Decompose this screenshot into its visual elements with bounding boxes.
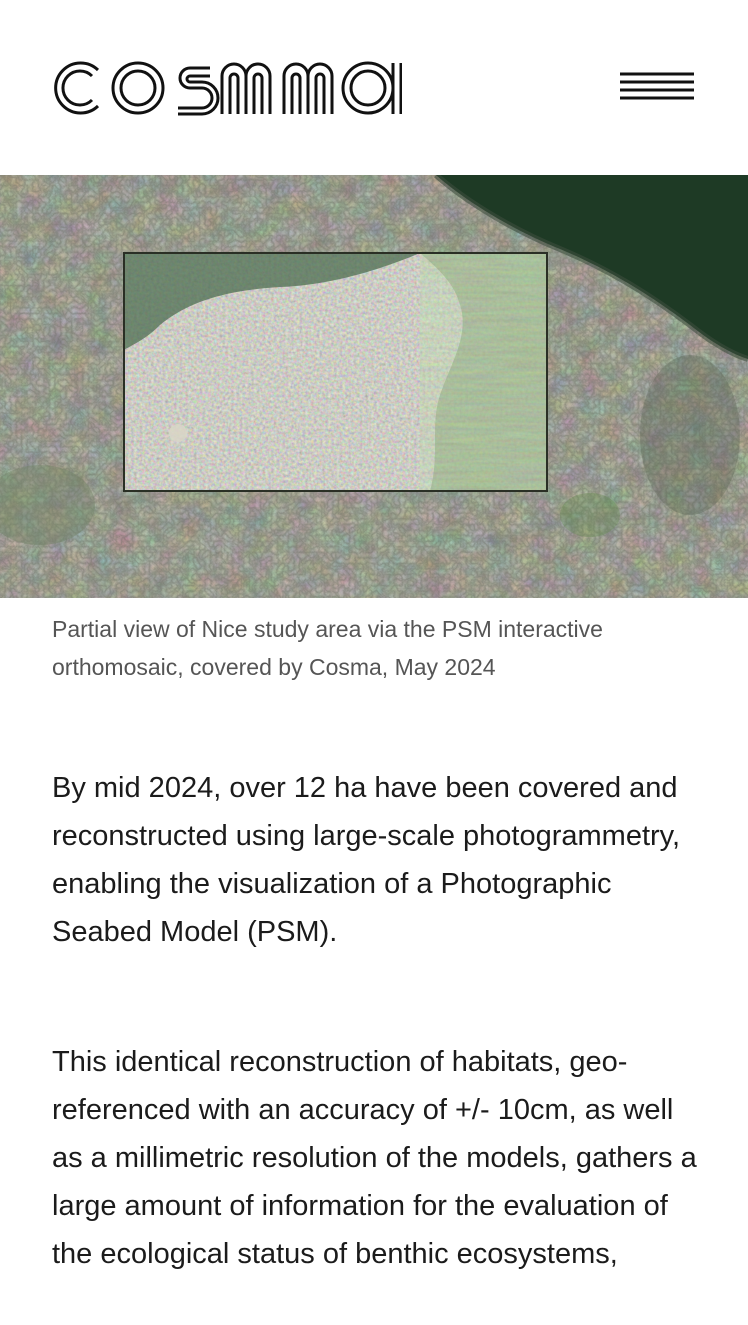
- site-header: [0, 0, 748, 175]
- logo-wordmark: [52, 54, 402, 120]
- image-caption: Partial view of Nice study area via the PSM interactive orthomosaic, covered by Cosma, May 2024: [52, 616, 603, 680]
- hero-orthomosaic: [0, 175, 748, 598]
- seabed-orthomosaic-image: [0, 175, 748, 598]
- body-paragraph-reconstruction: This identical reconstruction of habitats, geo-referenced with an accuracy of +/- 10cm, as well as a millimetric resolution of the models, gathers a large amount of information for the evaluation of the ecological status of benthic ecosystems,: [52, 1046, 697, 1270]
- body-paragraph-coverage: By mid 2024, over 12 ha have been covered and reconstructed using large-scale photogrammetry, enabling the visualization of a Photographic Seabed Model (PSM).: [52, 772, 681, 948]
- menu-button[interactable]: [620, 70, 694, 104]
- hamburger-menu-icon: [620, 70, 694, 104]
- cosma-logo[interactable]: [52, 54, 402, 120]
